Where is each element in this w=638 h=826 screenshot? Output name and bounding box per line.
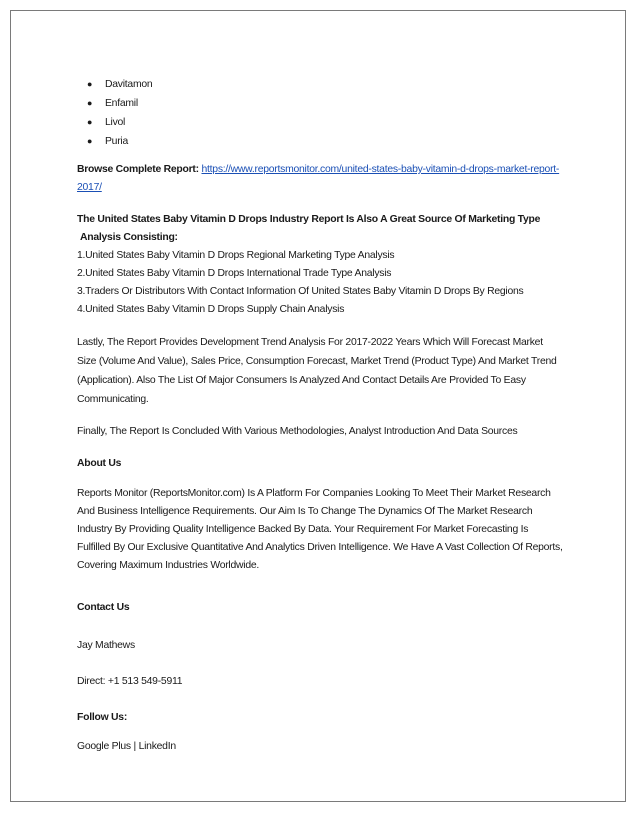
- contact-name: Jay Mathews: [77, 640, 135, 651]
- social-links[interactable]: Google Plus | LinkedIn: [77, 741, 176, 752]
- about-heading: About Us: [77, 458, 122, 469]
- company-name: Livol: [105, 117, 126, 128]
- list-item: [77, 75, 563, 94]
- marketing-item: 3.Traders Or Distributors With Contact Information Of United States Baby Vitamin D Drops By Regions: [77, 286, 524, 297]
- list-item: [77, 132, 563, 151]
- contact-heading: Contact Us: [77, 602, 130, 613]
- page-content: [77, 75, 563, 756]
- paragraph-finally: Finally, The Report Is Concluded With Various Methodologies, Analyst Introduction And Data Sources: [77, 426, 518, 437]
- bullet-icon: ●: [87, 136, 93, 146]
- company-list: [77, 75, 563, 151]
- follow-heading: Follow Us:: [77, 712, 128, 723]
- document-page: [10, 10, 626, 802]
- bullet-icon: ●: [87, 79, 93, 89]
- about-text: Reports Monitor (ReportsMonitor.com) Is A Platform For Companies Looking To Meet Their Market Research And Business Intelligence Requirements. Our Aim Is To Change The Dynamics Of The Market Research Industry By Providing Quality Intelligence Backed By Data. Your Requirement For Market Forecasting Is Fulfilled By Our Exclusive Quantitative And Analytics Driven Intelligence. We Have A Vast Collection Of Reports, Covering Maximum Industries Worldwide.: [77, 488, 563, 571]
- company-name: Davitamon: [105, 79, 153, 90]
- contact-phone: Direct: +1 513 549-5911: [77, 676, 183, 687]
- company-name: Enfamil: [105, 98, 138, 109]
- browse-report-line: [77, 161, 563, 197]
- paragraph-lastly: Lastly, The Report Provides Development Trend Analysis For 2017-2022 Years Which Will Forecast Market Size (Volume And Value), Sales Price, Consumption Forecast, Market Trend (Product Type) And Market Trend (Application). Also The List Of Major Consumers Is Analyzed And Contact Details Are Provided To Easy Communicating.: [77, 337, 557, 405]
- bullet-icon: ●: [87, 117, 93, 127]
- list-item: [77, 94, 563, 113]
- list-item: [77, 113, 563, 132]
- bullet-icon: ●: [87, 98, 93, 108]
- marketing-item: 2.United States Baby Vitamin D Drops International Trade Type Analysis: [77, 268, 392, 279]
- report-link[interactable]: https://www.reportsmonitor.com/united-states-baby-vitamin-d-drops-market-report-2017/: [77, 164, 560, 193]
- company-name: Puria: [105, 136, 129, 147]
- marketing-item: 4.United States Baby Vitamin D Drops Supply Chain Analysis: [77, 304, 345, 315]
- marketing-item: 1.United States Baby Vitamin D Drops Regional Marketing Type Analysis: [77, 250, 395, 261]
- browse-report-label: Browse Complete Report:: [77, 164, 199, 175]
- marketing-heading: The United States Baby Vitamin D Drops Industry Report Is Also A Great Source Of Marketing Type Analysis Consisting:: [77, 214, 541, 243]
